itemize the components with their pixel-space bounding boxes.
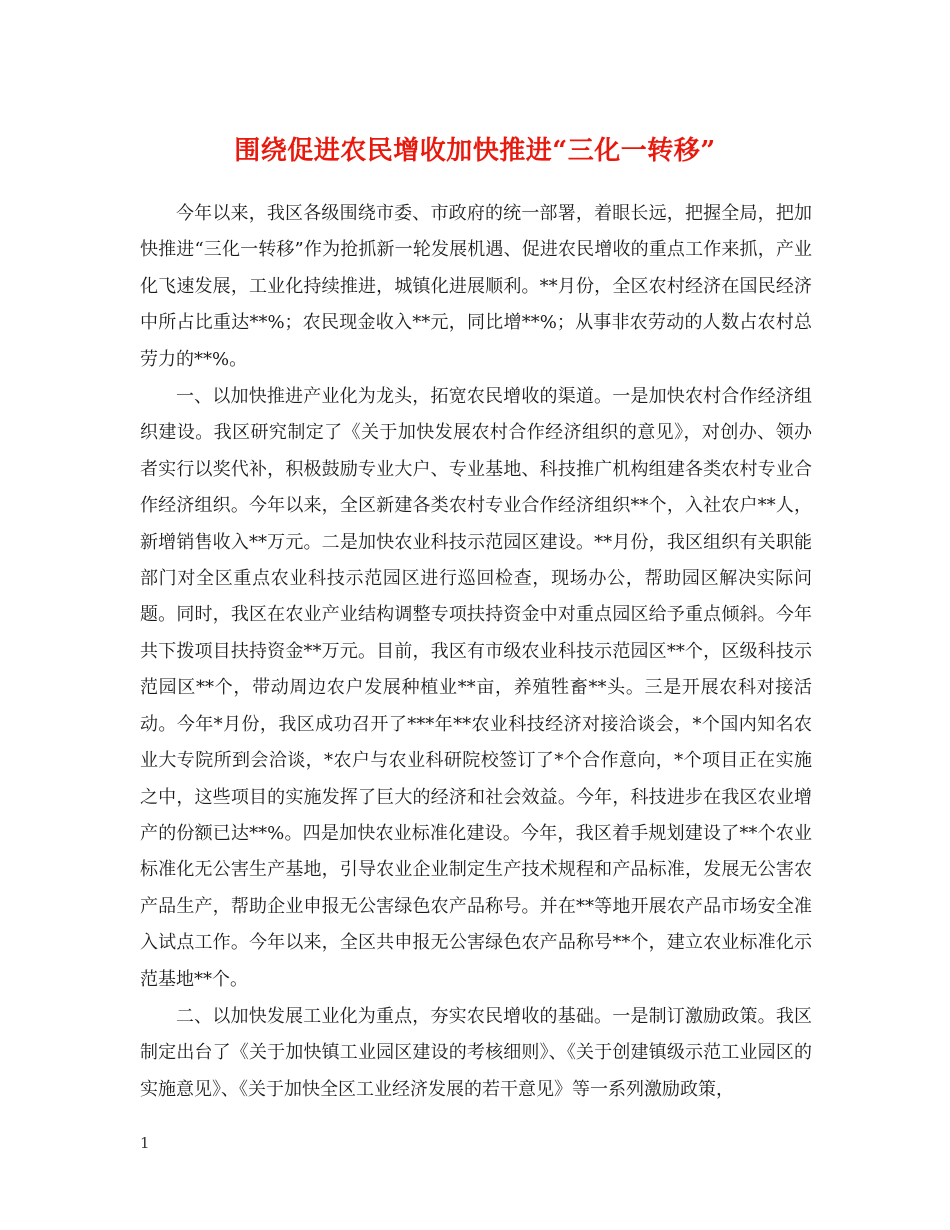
paragraph-section-1: 一、以加快推进产业化为龙头，拓宽农民增收的渠道。一是加快农村合作经济组织建设。我区研究制定了《关于加快发展农村合作经济组织的意见》，对创办、领办者实行以奖代补，积极鼓励专业大户、专业基地、科技推广机构组建各类农村专业合作经济组织。今年以来，全区新建各类农村专业合作经济组织**个，入社农户**人，新增销售收入**万元。二是加快农业科技示范园区建设。**月份，我区组织有关职能部门对全区重点农业科技示范园区进行巡回检查，现场办公，帮助园区解决实际问题。同时，我区在农业产业结构调整专项扶持资金中对重点园区给予重点倾斜。今年共下拨项目扶持资金**万元。目前，我区有市级农业科技示范园区**个，区级科技示范园区**个，带动周边农户发展种植业**亩，养殖牲畜**头。三是开展农科对接活动。今年*月份，我区成功召开了***年**农业科技经济对接洽谈会，*个国内知名农业大专院所到会洽谈，*农户与农业科研院校签订了*个合作意向，*个项目正在实施之中，这些项目的实施发挥了巨大的经济和社会效益。今年，科技进步在我区农业增产的份额已达**%。四是加快农业标准化建设。今年，我区着手规划建设了**个农业标准化无公害生产基地，引导农业企业制定生产技术规程和产品标准，发展无公害农产品生产，帮助企业申报无公害绿色农产品称号。并在**等地开展农产品市场安全准入试点工作。今年以来，全区共申报无公害绿色农产品称号**个，建立农业标准化示范基地**个。 [140,386,812,990]
paragraph-intro: 今年以来，我区各级围绕市委、市政府的统一部署，着眼长远，把握全局，把加快推进“三化一转移”作为抢抓新一轮发展机遇、促进农民增收的重点工作来抓，产业化飞速发展，工业化持续推进，城镇化进展顺利。**月份，全区农村经济在国民经济中所占比重达**%；农民现金收入**元，同比增**%；从事非农劳动的人数占农村总劳力的**%。 [140,203,812,370]
document-title: 围绕促进农民增收加快推进“三化一转移” [234,136,716,166]
document-body [140,196,812,1109]
page-number: 1 [140,1134,150,1152]
paragraph-section-2: 二、以加快发展工业化为重点，夯实农民增收的基础。一是制订激励政策。我区制定出台了《关于加快镇工业园区建设的考核细则》、《关于创建镇级示范工业园区的实施意见》、《关于加快全区工业经济发展的若干意见》等一系列激励政策， [140,1005,812,1100]
